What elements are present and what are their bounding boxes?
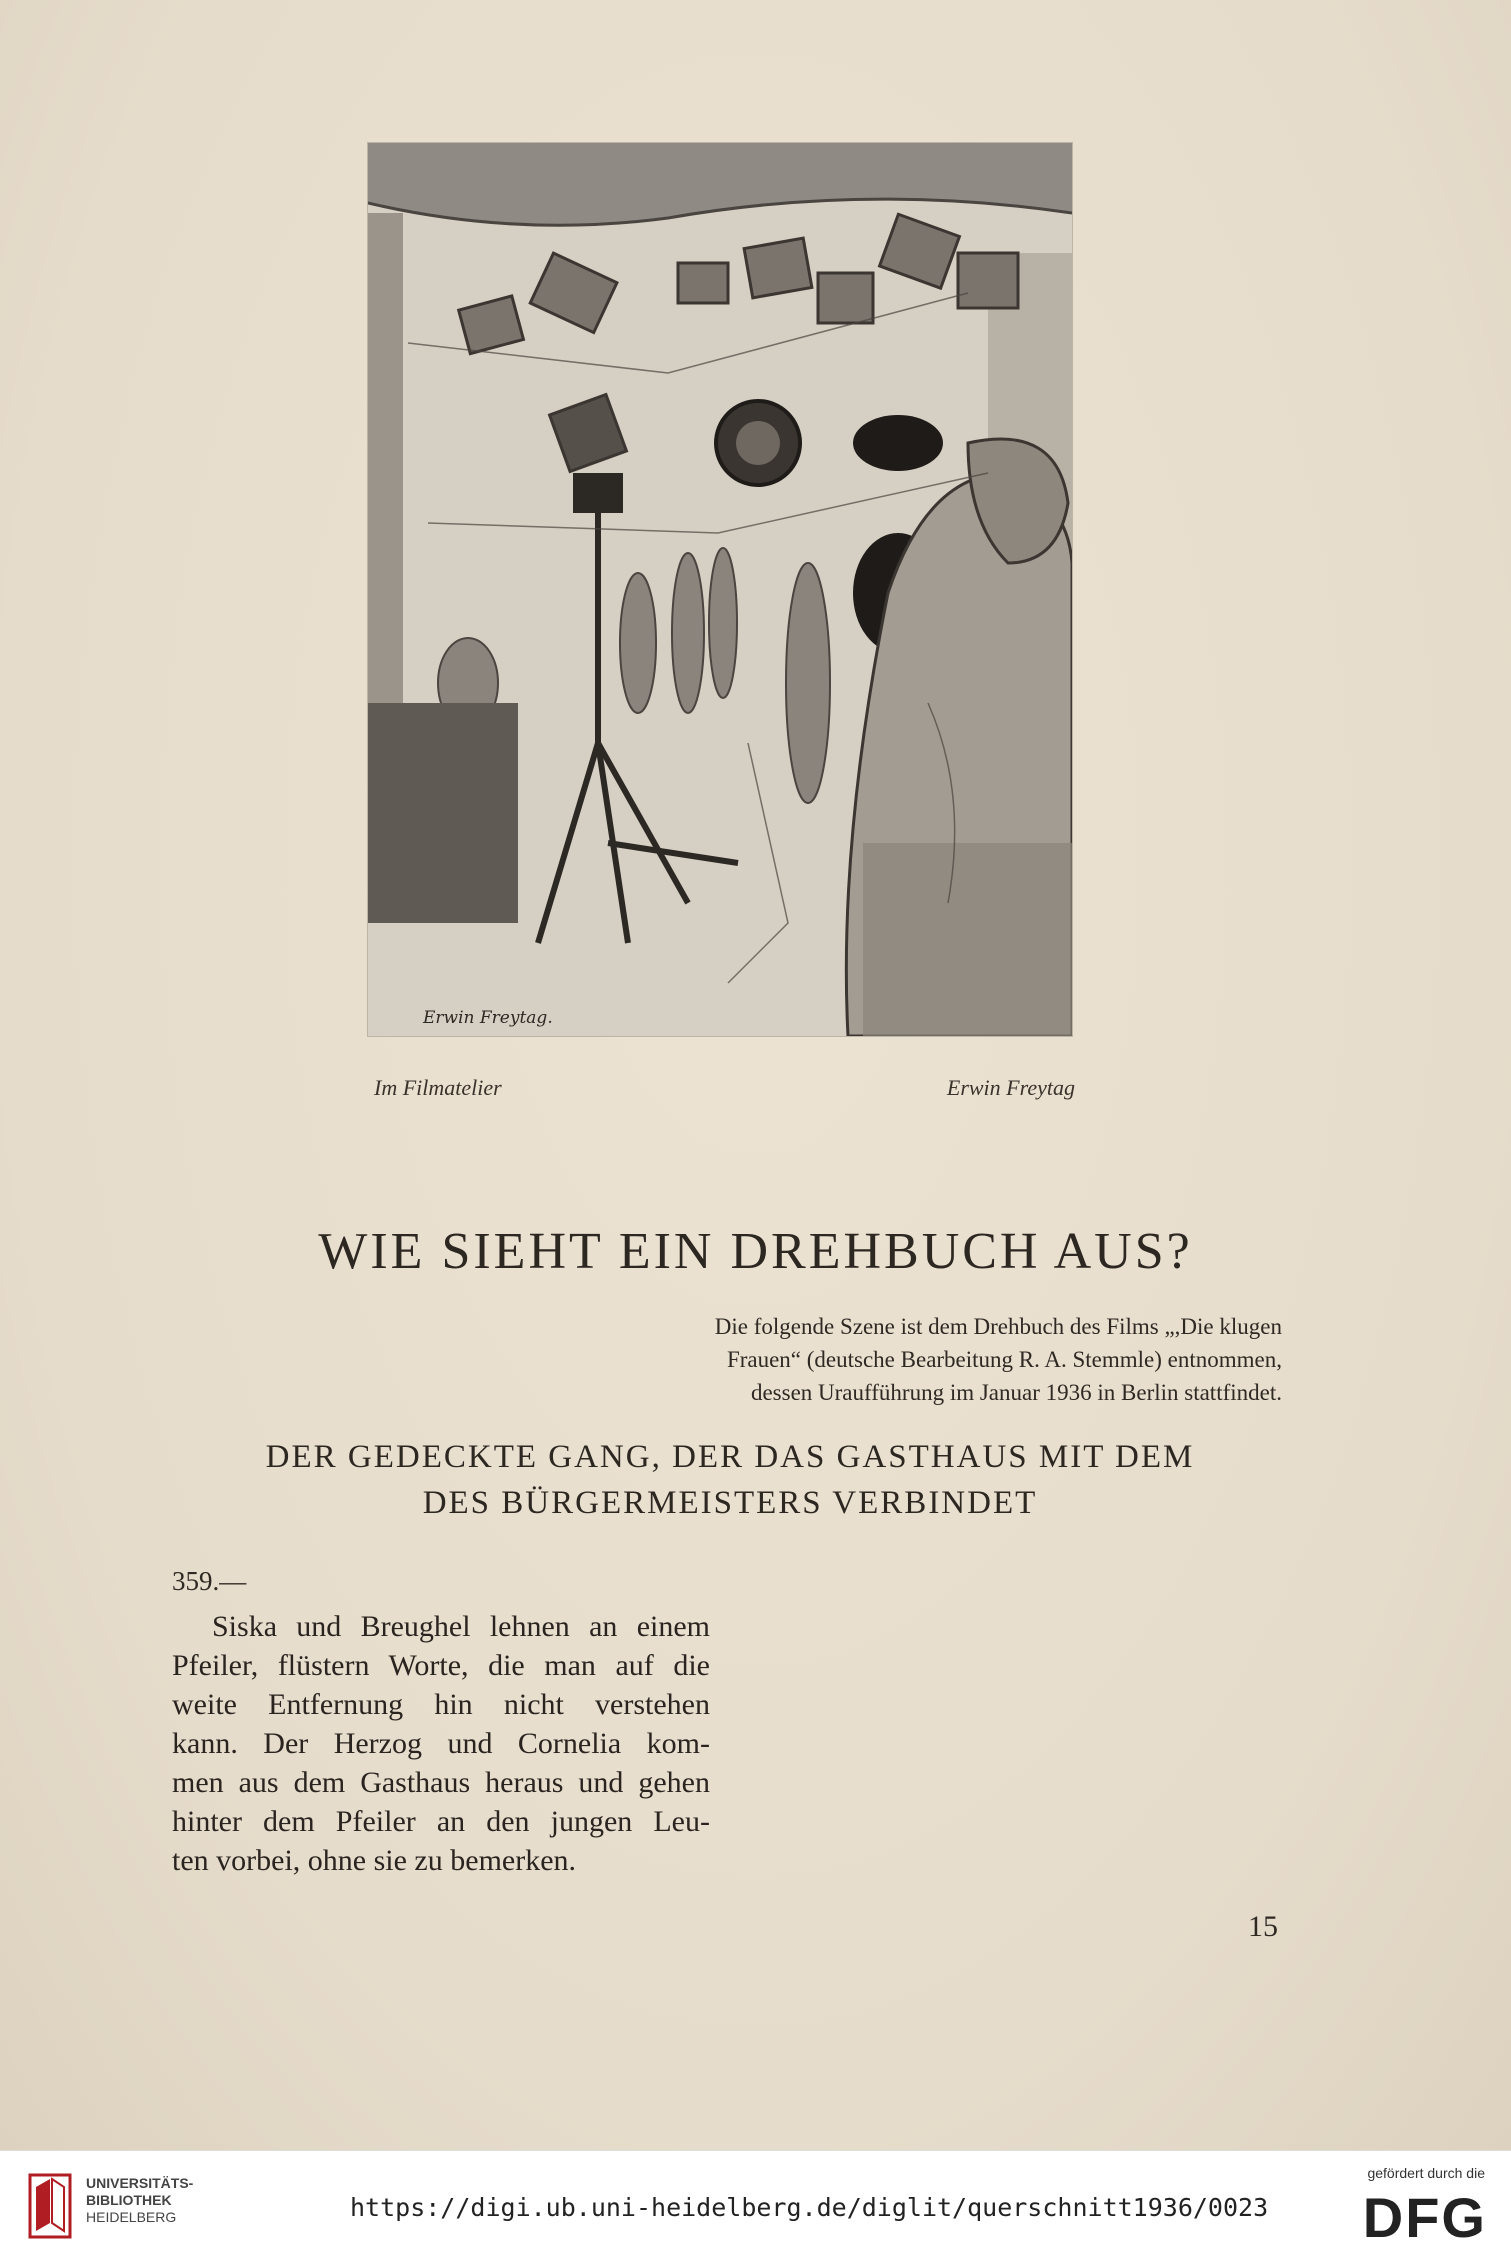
scene-location-heading: [160, 1434, 1300, 1526]
subheading-line: DER GEDECKTE GANG, DER DAS GASTHAUS MIT DEM: [265, 1439, 1195, 1475]
library-name-line: BIBLIOTHEK: [86, 2192, 172, 2208]
film-studio-sketch: [368, 143, 1072, 1036]
scene-line: weite Entfernung hin nicht verstehen: [172, 1688, 710, 1721]
scene-line: hinter dem Pfeiler an den jungen Leu-: [172, 1805, 710, 1838]
dfg-logo: DFG: [1362, 2186, 1487, 2249]
illustration-caption-title: Im Filmatelier: [374, 1075, 502, 1100]
viewer-footer: [0, 2150, 1511, 2259]
scene-line: Siska und Breughel lehnen an einem: [212, 1610, 710, 1643]
artist-signature: Erwin Freytag.: [423, 1008, 553, 1028]
scene-line: men aus dem Gasthaus heraus und gehen: [172, 1766, 710, 1799]
scene-number: 359.—: [172, 1566, 247, 1596]
scene-line: kann. Der Herzog und Cornelia kom-: [172, 1727, 710, 1760]
intro-line: Frauen“ (deutsche Bearbeitung R. A. Stemmle) entnommen,: [726, 1347, 1282, 1372]
intro-paragraph: [545, 1310, 1282, 1409]
article-heading: WIE SIEHT EIN DREHBUCH AUS?: [318, 1223, 1193, 1280]
university-library-logo-icon: [28, 2173, 72, 2239]
permalink-url[interactable]: https://digi.ub.uni-heidelberg.de/diglit/querschnitt1936/0023: [350, 2193, 1269, 2222]
funder-label: gefördert durch die: [1367, 2165, 1485, 2181]
intro-line: dessen Uraufführung im Januar 1936 in Berlin stattfindet.: [750, 1380, 1282, 1405]
scene-line: ten vorbei, ohne sie zu bemerken.: [172, 1844, 577, 1877]
subheading-line: DES BÜRGERMEISTERS VERBINDET: [422, 1485, 1038, 1521]
scene-line: Pfeiler, flüstern Worte, die man auf die: [172, 1649, 710, 1682]
university-library-name: [86, 2175, 193, 2226]
page-number: 15: [1248, 1910, 1278, 1943]
scene-paragraph: [172, 1607, 710, 1880]
library-name-line: HEIDELBERG: [86, 2209, 177, 2225]
intro-line: Die folgende Szene ist dem Drehbuch des Films „,Die klugen: [714, 1314, 1282, 1339]
illustration-caption-artist: Erwin Freytag: [946, 1075, 1075, 1100]
library-name-line: UNIVERSITÄTS-: [86, 2175, 194, 2191]
sketch-illustration: [367, 142, 1073, 1037]
